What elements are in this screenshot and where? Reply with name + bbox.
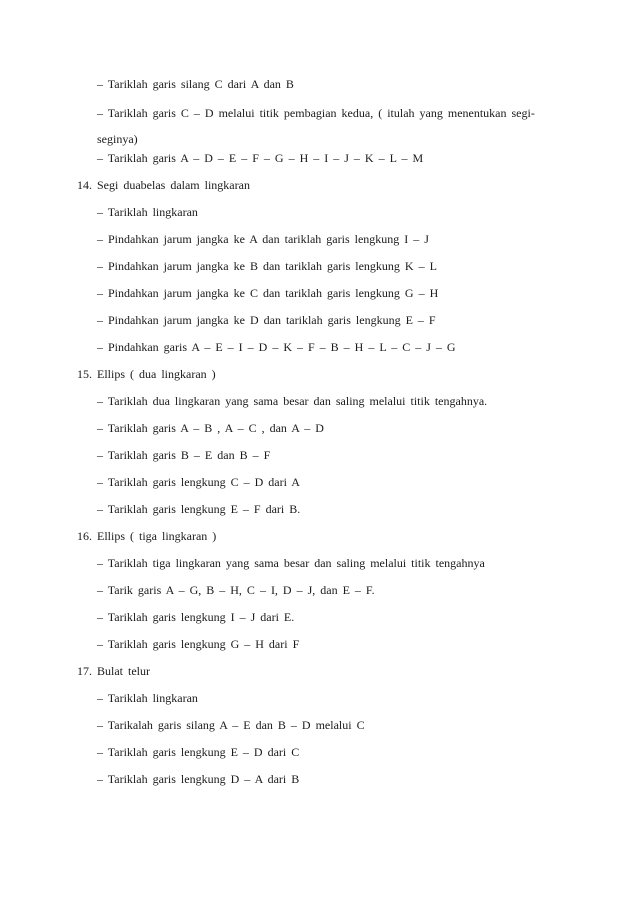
instruction-line: – Tariklah garis lengkung G – H dari F: [97, 637, 300, 651]
instruction-line: – Pindahkan garis A – E – I – D – K – F – B – H – L – C – J – G: [97, 340, 456, 354]
section-heading: 14. Segi duabelas dalam lingkaran: [77, 178, 250, 192]
instruction-line: – Tariklah lingkaran: [97, 205, 198, 219]
section-heading: 17. Bulat telur: [77, 664, 150, 678]
instruction-line: – Pindahkan jarum jangka ke A dan tariklah garis lengkung I – J: [97, 232, 429, 246]
instruction-line: – Pindahkan jarum jangka ke C dan tariklah garis lengkung G – H: [97, 286, 439, 300]
instruction-line: – Tariklah dua lingkaran yang sama besar dan saling melalui titik tengahnya.: [97, 394, 488, 408]
instruction-line: – Tariklah garis lengkung E – D dari C: [97, 745, 300, 759]
instruction-line: – Pindahkan jarum jangka ke D dan tariklah garis lengkung E – F: [97, 313, 436, 327]
instruction-line: – Tariklah garis lengkung I – J dari E.: [97, 610, 295, 624]
instruction-line: – Tariklah garis lengkung C – D dari A: [97, 475, 300, 489]
instruction-line: – Tariklah lingkaran: [97, 691, 198, 705]
instruction-line: – Tarik garis A – G, B – H, C – I, D – J, dan E – F.: [97, 583, 375, 597]
instruction-line: – Tariklah garis A – D – E – F – G – H – I – J – K – L – M: [97, 151, 424, 165]
instruction-line: – Tariklah garis B – E dan B – F: [97, 448, 271, 462]
section-heading: 16. Ellips ( tiga lingkaran ): [77, 529, 217, 543]
instruction-line: – Tarikalah garis silang A – E dan B – D melalui C: [97, 718, 365, 732]
section-heading: 15. Ellips ( dua lingkaran ): [77, 367, 216, 381]
instruction-line: – Tariklah tiga lingkaran yang sama besar dan saling melalui titik tengahnya: [97, 556, 485, 570]
instruction-line: – Pindahkan jarum jangka ke B dan tariklah garis lengkung K – L: [97, 259, 437, 273]
instruction-line: – Tariklah garis silang C dari A dan B: [97, 77, 294, 91]
instruction-line: – Tariklah garis lengkung D – A dari B: [97, 772, 300, 786]
instruction-line: – Tariklah garis C – D melalui titik pembagian kedua, ( itulah yang menentukan segi-seginya): [97, 106, 535, 146]
instruction-line: – Tariklah garis A – B , A – C , dan A – D: [97, 421, 324, 435]
instruction-line: – Tariklah garis lengkung E – F dari B.: [97, 502, 301, 516]
